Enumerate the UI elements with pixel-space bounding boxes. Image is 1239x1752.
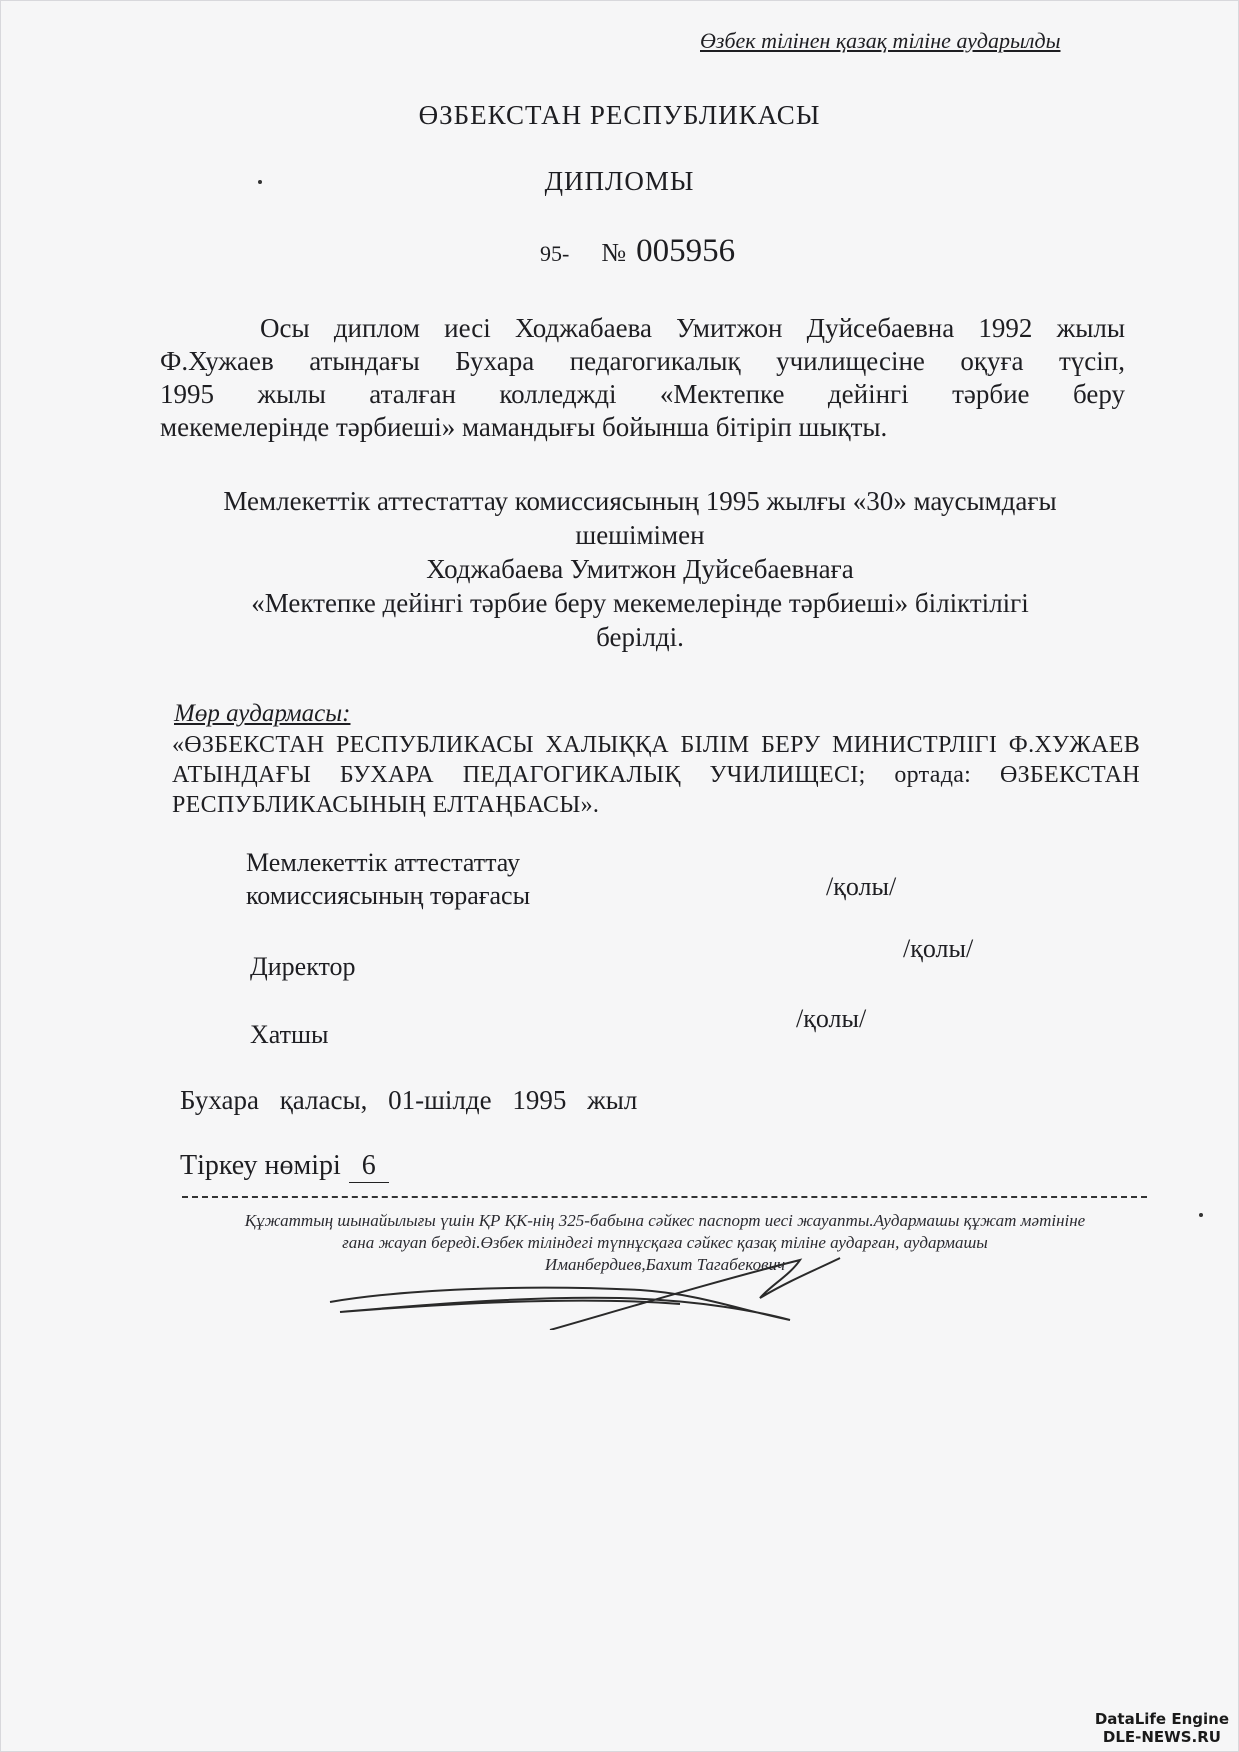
diploma-number-value: 005956 <box>636 233 736 269</box>
footnote-line: Иманбердиев,Бахит Тагабекович <box>544 1255 786 1274</box>
place-and-date: Бухара қаласы, 01-шілде 1995 жыл <box>180 1085 638 1115</box>
registration-number <box>180 1150 389 1183</box>
registration-label: Тіркеу нөмірі <box>180 1150 341 1181</box>
director-signature: /қолы/ <box>903 934 974 963</box>
commission-line: берілді. <box>596 622 684 652</box>
seal-line: «ӨЗБЕКСТАН РЕСПУБЛИКАСЫ ХАЛЫҚҚА БІЛІМ БЕРУ МИНИСТРЛІГІ Ф.ХУЖАЕВ <box>172 732 1140 758</box>
footnote-line: Құжаттың шынайылығы үшін ҚР ҚК-нің 325-бабына сәйкес паспорт иесі жауапты.Аудармашы құжат мәтініне <box>244 1211 1086 1230</box>
paragraph-line: 1995 жылы аталған колледжді «Мектепке дейінгі тәрбие беру <box>160 379 1125 409</box>
commission-line: шешімімен <box>575 520 705 550</box>
chair-signature: /қолы/ <box>826 872 897 901</box>
document-country-title: ӨЗБЕКСТАН РЕСПУБЛИКАСЫ <box>418 100 821 130</box>
footnote-line: ғана жауап береді.Өзбек тіліндегі түпнұсқаға сәйкес қазақ тіліне аударған, аудармашы <box>342 1233 988 1252</box>
scan-speck <box>258 180 262 184</box>
diploma-series: 95- <box>540 241 570 266</box>
chair-title-line2: комиссиясының төрағасы <box>246 881 531 910</box>
chair-title-line1: Мемлекеттік аттестаттау <box>246 848 521 877</box>
paragraph-line: Ф.Хужаев атындағы Бухара педагогикалық училищесіне оқуға түсіп, <box>160 346 1125 376</box>
director-title: Директор <box>250 952 356 981</box>
seal-translation-text <box>172 730 1140 820</box>
graduation-paragraph <box>160 312 1125 444</box>
secretary-title: Хатшы <box>250 1020 329 1049</box>
registration-value: 6 <box>349 1150 389 1183</box>
dashed-separator <box>182 1196 1147 1198</box>
seal-translation-heading: Мөр аудармасы: <box>174 700 351 727</box>
site-watermark <box>1095 1710 1229 1746</box>
translator-signature-scribble <box>320 1250 880 1330</box>
secretary-signature: /қолы/ <box>796 1004 867 1033</box>
document-type-title: ДИПЛОМЫ <box>544 166 695 196</box>
commission-decision <box>140 484 1140 654</box>
watermark-line: DataLife Engine <box>1094 1710 1229 1728</box>
scan-speck <box>1199 1213 1203 1217</box>
diploma-number <box>540 233 735 270</box>
seal-line: АТЫНДАҒЫ БУХАРА ПЕДАГОГИКАЛЫҚ УЧИЛИЩЕСІ; ортада: ӨЗБЕКСТАН <box>172 762 1140 788</box>
paragraph-line: мекемелерінде тәрбиеші» мамандығы бойынша бітіріп шықты. <box>160 412 888 442</box>
commission-line: «Мектепке дейінгі тәрбие беру мекемелерінде тәрбиеші» біліктілігі <box>251 588 1029 618</box>
translation-note: Өзбек тілінен қазақ тіліне аударылды <box>700 28 1061 53</box>
watermark-line: DLE-NEWS.RU <box>1102 1728 1221 1746</box>
seal-line: РЕСПУБЛИКАСЫНЫҢ ЕЛТАҢБАСЫ». <box>172 792 600 818</box>
commission-line: Ходжабаева Умитжон Дуйсебаевнаға <box>426 554 854 584</box>
number-sign: № <box>601 238 627 267</box>
commission-line: Мемлекеттік аттестаттау комиссиясының 1995 жылғы «30» маусымдағы <box>223 486 1057 516</box>
paragraph-line: Осы диплом иесі Ходжабаева Умитжон Дуйсебаевна 1992 жылы <box>260 313 1125 343</box>
